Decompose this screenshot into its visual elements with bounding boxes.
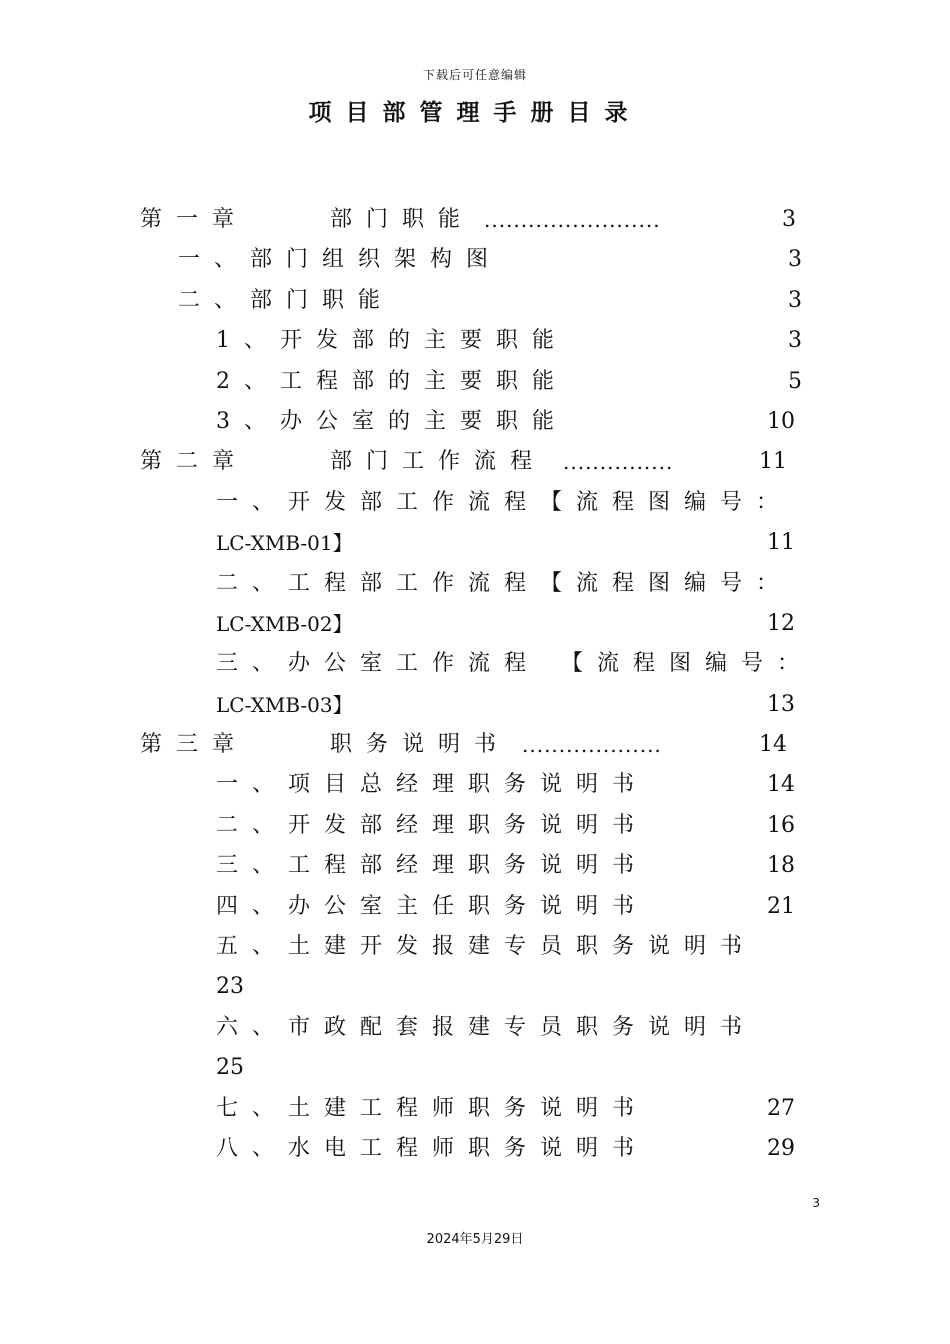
entry-text: 三、工程部经理职务说明书	[216, 853, 649, 879]
toc-entry[interactable]	[0, 806, 950, 846]
page-number: 11	[767, 530, 795, 556]
entry-text: 七、土建工程师职务说明书	[216, 1095, 649, 1121]
page-number: 13	[767, 691, 795, 717]
toc-entry[interactable]	[0, 321, 950, 361]
toc-entry[interactable]	[0, 402, 950, 442]
entry-text: 五、土建开发报建专员职务说明书	[216, 934, 757, 960]
toc-entry[interactable]	[0, 846, 950, 886]
entry-text: 2、工程部的主要职能	[216, 368, 568, 394]
chapter-title: 职务说明书	[330, 732, 511, 758]
chapter-label: 第二章	[140, 449, 249, 475]
dot-leader: ...................	[522, 733, 662, 758]
page-number: 18	[767, 853, 795, 879]
toc-entry-continuation[interactable]	[0, 523, 950, 563]
toc-entry-continuation[interactable]	[0, 685, 950, 725]
toc-entry[interactable]	[0, 240, 950, 280]
toc-entry-continuation[interactable]	[0, 1048, 950, 1088]
toc-entry[interactable]	[0, 887, 950, 927]
page-number: 10	[767, 408, 795, 434]
toc-entry[interactable]	[0, 281, 950, 321]
toc-entry[interactable]	[0, 1129, 950, 1169]
page-number: 12	[767, 610, 795, 636]
entry-text: 六、市政配套报建专员职务说明书	[216, 1014, 757, 1040]
toc-entry[interactable]	[0, 483, 950, 523]
toc-entry[interactable]	[0, 1089, 950, 1129]
toc-entry[interactable]	[0, 564, 950, 604]
dot-leader: ........................	[484, 208, 661, 232]
toc-entry[interactable]	[0, 927, 950, 967]
toc-entry[interactable]	[0, 362, 950, 402]
entry-text: 一、部门组织架构图	[178, 247, 503, 273]
entry-text: 一、开发部工作流程【流程图编号：	[216, 489, 793, 515]
table-of-contents	[0, 200, 950, 1169]
entry-text: 二、工程部工作流程【流程图编号：	[216, 570, 793, 596]
entry-text: 二、开发部经理职务说明书	[216, 812, 649, 838]
toc-chapter-3[interactable]	[0, 725, 950, 765]
chapter-title: 部门工作流程	[330, 449, 547, 475]
chapter-title: 部门职能	[330, 207, 475, 232]
page-number: 27	[767, 1095, 795, 1121]
entry-text: 3、办公室的主要职能	[216, 408, 568, 434]
toc-chapter-1[interactable]	[0, 200, 950, 240]
toc-entry[interactable]	[0, 765, 950, 805]
page-number: 23	[216, 974, 244, 1000]
entry-text: 二、部门职能	[178, 287, 395, 313]
header-note: 下载后可任意编辑	[422, 68, 527, 82]
page-number: 25	[216, 1055, 244, 1081]
page-number: 14	[759, 732, 787, 758]
entry-text: 一、项目总经理职务说明书	[216, 772, 649, 798]
entry-text: 四、办公室主任职务说明书	[216, 893, 649, 919]
flowchart-code: LC-XMB-02】	[216, 611, 353, 636]
entry-text: 三、办公室工作流程 【流程图编号：	[216, 651, 813, 677]
dot-leader: ...............	[563, 450, 674, 475]
toc-entry-continuation[interactable]	[0, 604, 950, 644]
page-number: 14	[767, 772, 795, 798]
chapter-label: 第三章	[140, 732, 249, 758]
entry-text: 1、开发部的主要职能	[216, 328, 568, 354]
page-number: 21	[767, 893, 795, 919]
page-number: 3	[788, 287, 802, 313]
page-number: 11	[759, 449, 787, 475]
toc-entry[interactable]	[0, 1008, 950, 1048]
page-number: 5	[788, 368, 802, 394]
entry-text: 八、水电工程师职务说明书	[216, 1135, 649, 1161]
page-number: 3	[782, 207, 796, 232]
document-title: 项目部管理手册目录	[308, 99, 642, 126]
toc-entry-continuation[interactable]	[0, 967, 950, 1007]
flowchart-code: LC-XMB-03】	[216, 692, 353, 717]
footer-date: 2024年5月29日	[426, 1232, 524, 1247]
page-number: 29	[767, 1135, 795, 1161]
page-number: 3	[788, 328, 802, 354]
page-number: 3	[788, 247, 802, 273]
flowchart-code: LC-XMB-01】	[216, 531, 353, 556]
footer-page-number: 3	[812, 1196, 820, 1210]
toc-chapter-2[interactable]	[0, 442, 950, 482]
page-number: 16	[767, 812, 795, 838]
chapter-label: 第一章	[140, 207, 249, 232]
toc-entry[interactable]	[0, 644, 950, 684]
